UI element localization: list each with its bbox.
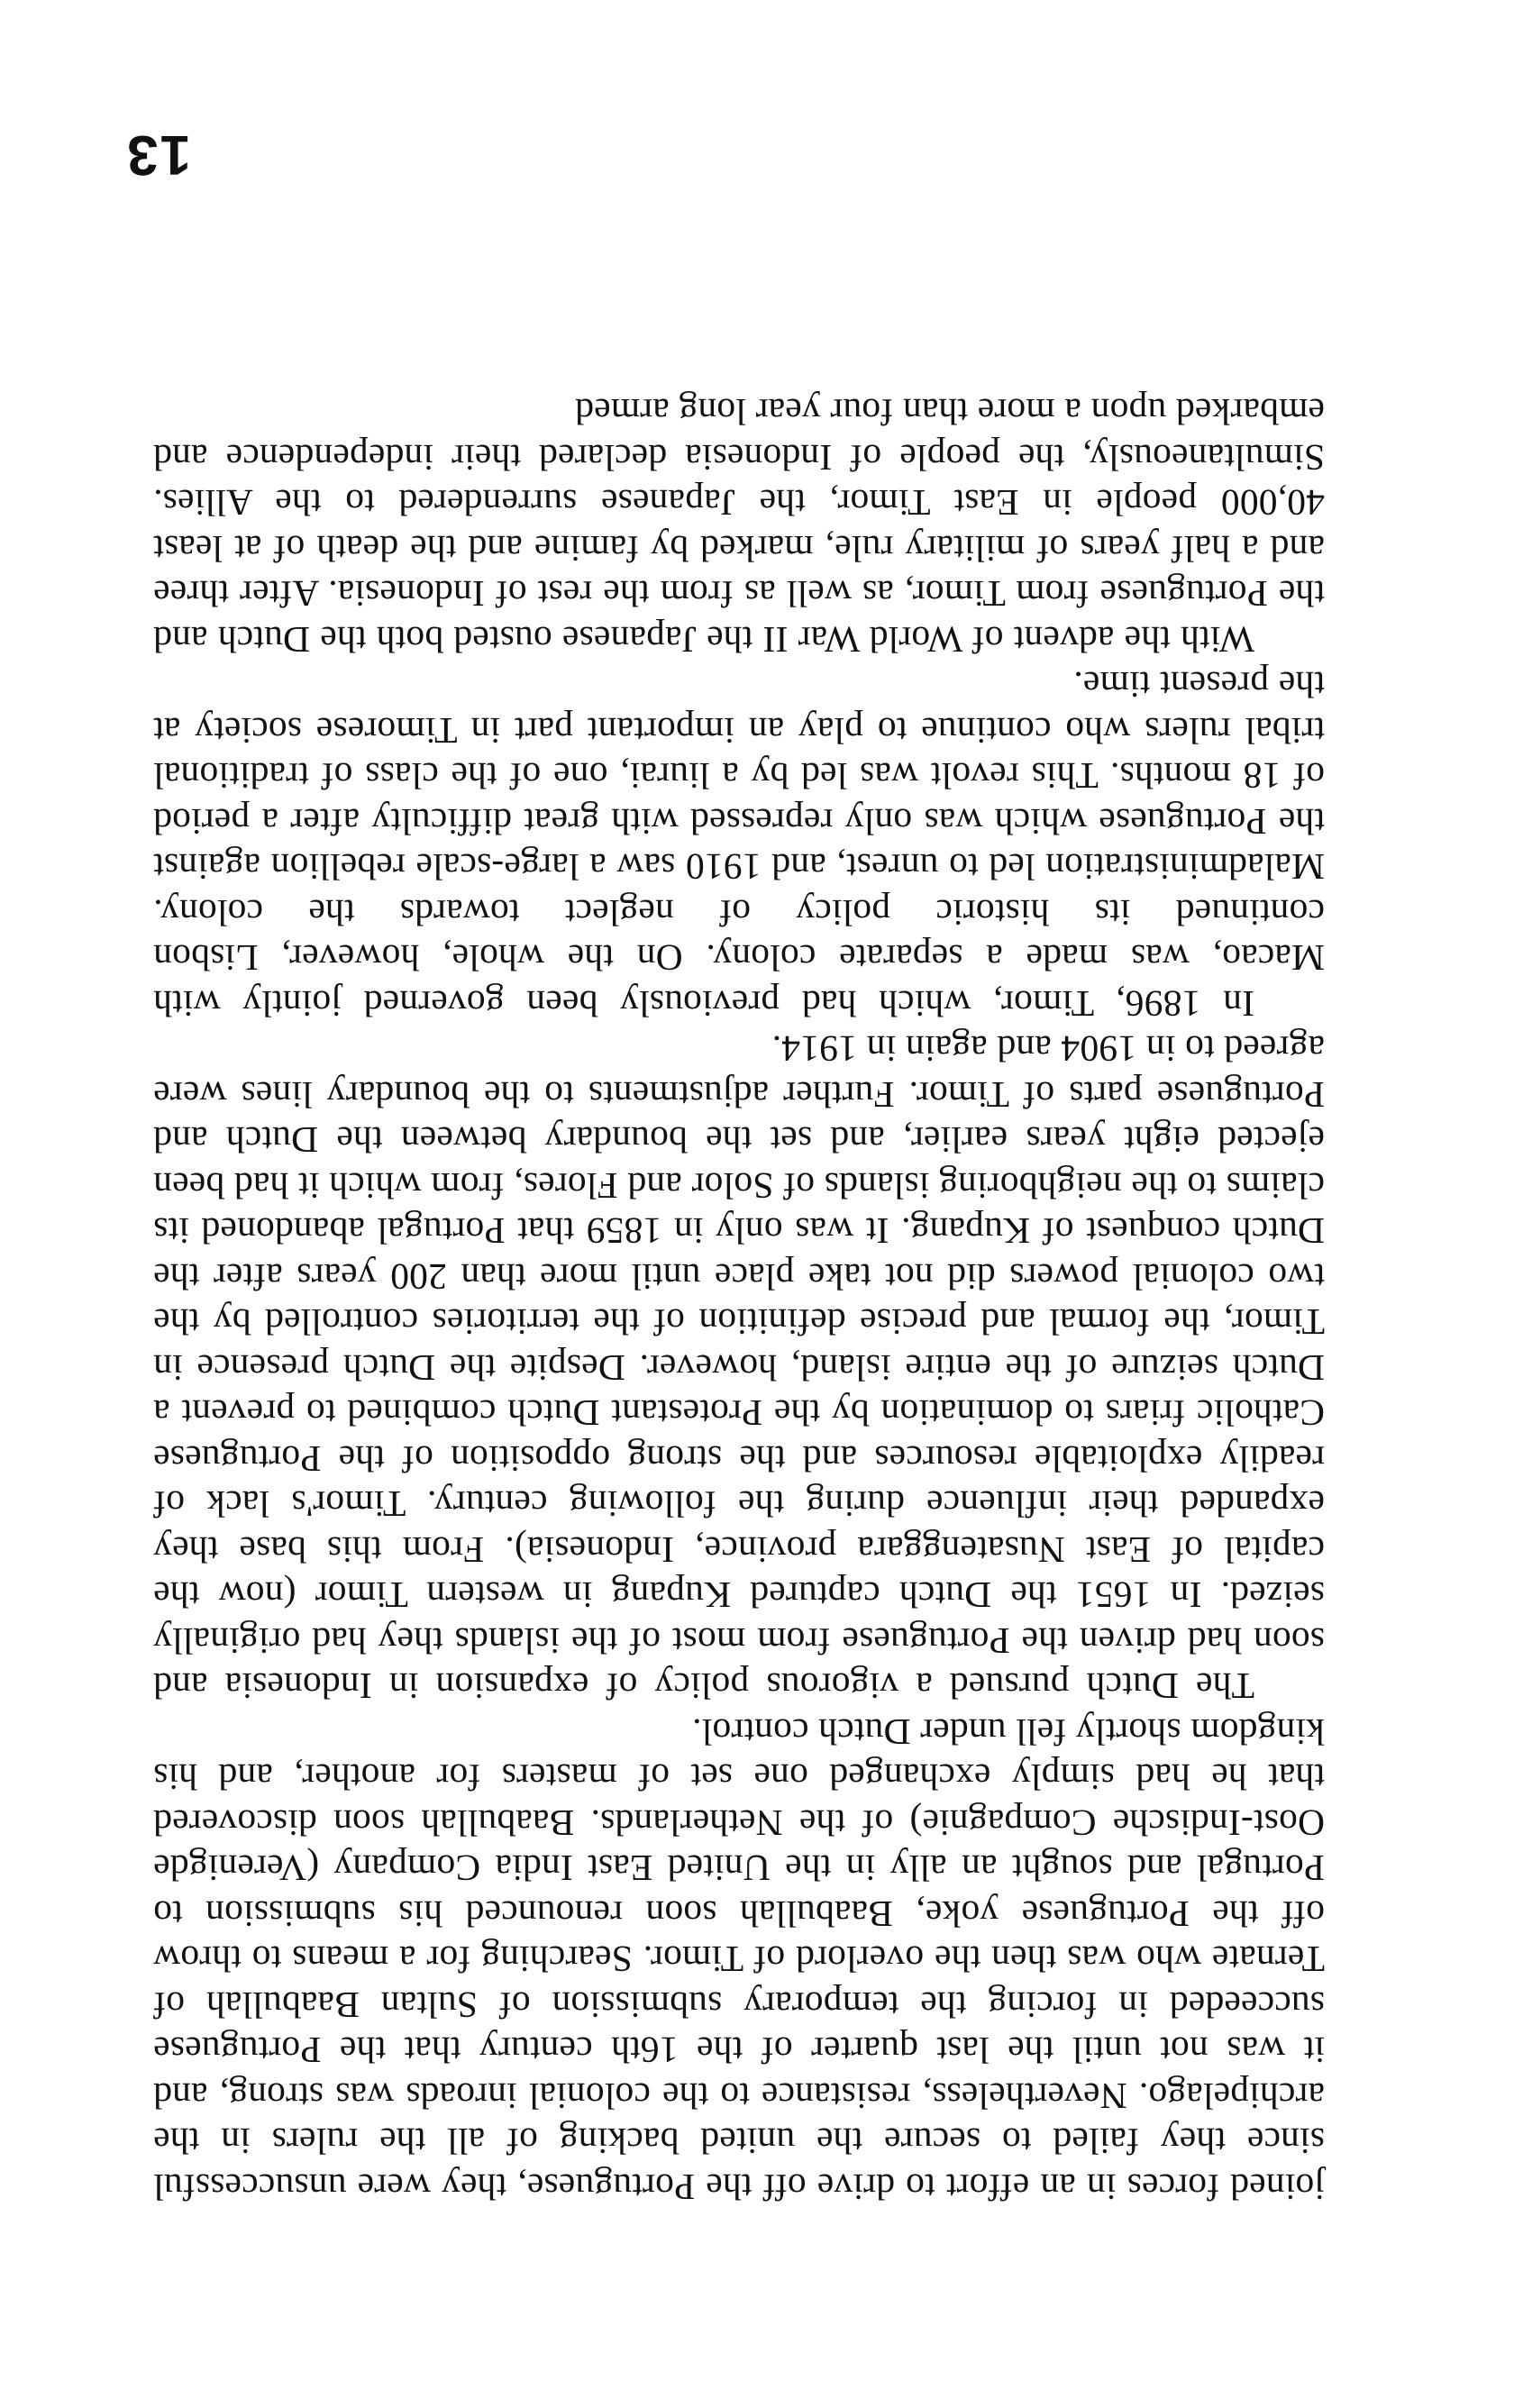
body-text — [153, 389, 1325, 2210]
paragraph-dutch-expansion: The Dutch pursued a vigorous policy of expansion in Indonesia and soon had driven the Portuguese from most of the islands they had originally seized. In 1651 the Dutch captured Kupang in western Timor (now the capital of East Nusatenggara province, Indonesia). From this base they expanded their influence during the following century. Timor's lack of readily exploitable resources and the strong opposition of the Portuguese Catholic friars to domination by the Protestant Dutch combined to prevent a Dutch seizure of the entire island, however. Despite the Dutch presence in Timor, the formal and precise definition of the territories controlled by the two colonial powers did not take place until more than 200 years after the Dutch conquest of Kupang. It was only in 1859 that Portugal abandoned its claims to the neighboring islands of Solor and Flores, from which it had been ejected eight years earlier, and set the boundary between the Dutch and Portuguese parts of Timor. Further adjustments to the boundary lines were agreed to in 1904 and again in 1914. — [153, 1028, 1325, 1708]
paragraph-continuation: joined forces in an effort to drive off the Portuguese, they were unsuccessful since they failed to secure the united backing of all the rulers in the archipelago. Nevertheless, resistance to the colonial inroads was strong, and it was not until the last quarter of the 16th century that the Portuguese succeeded in forcing the temporary submission of Sultan Baabullah of Ternate who was then the overlord of Timor. Searching for a means to throw off the Portuguese yoke, Baabullah soon renounced his submission to Portugal and sought an ally in the United East India Company (Verenigde Oost-Indische Compagnie) of the Netherlands. Baabullah soon discovered that he had simply exchanged one set of masters for another, and his kingdom shortly fell under Dutch control. — [153, 1711, 1325, 2208]
paragraph-world-war-ii: With the advent of World War II the Japanese ousted both the Dutch and the Portuguese from Timor, as well as from the rest of Indonesia. After three and a half years of military rule, marked by famine and the death of at least 40,000 people in East Timor, the Japanese surrendered to the Allies. Simultaneously, the people of Indonesia declared their independence and embarked upon a more than four year long armed — [153, 391, 1325, 661]
page-number: 13 — [125, 123, 191, 186]
paragraph-separate-colony: In 1896, Timor, which had previously been governed jointly with Macao, was made a separate colony. On the whole, however, Lisbon continued its historic policy of neglect towards the colony. Maladministration led to unrest, and 1910 saw a large-scale rebellion against the Portuguese which was only repressed with great difficulty after a period of 18 months. This revolt was led by a liurai, one of the class of traditional tribal rulers who continue to play an important part in Timorese society at the present time. — [153, 664, 1325, 1025]
